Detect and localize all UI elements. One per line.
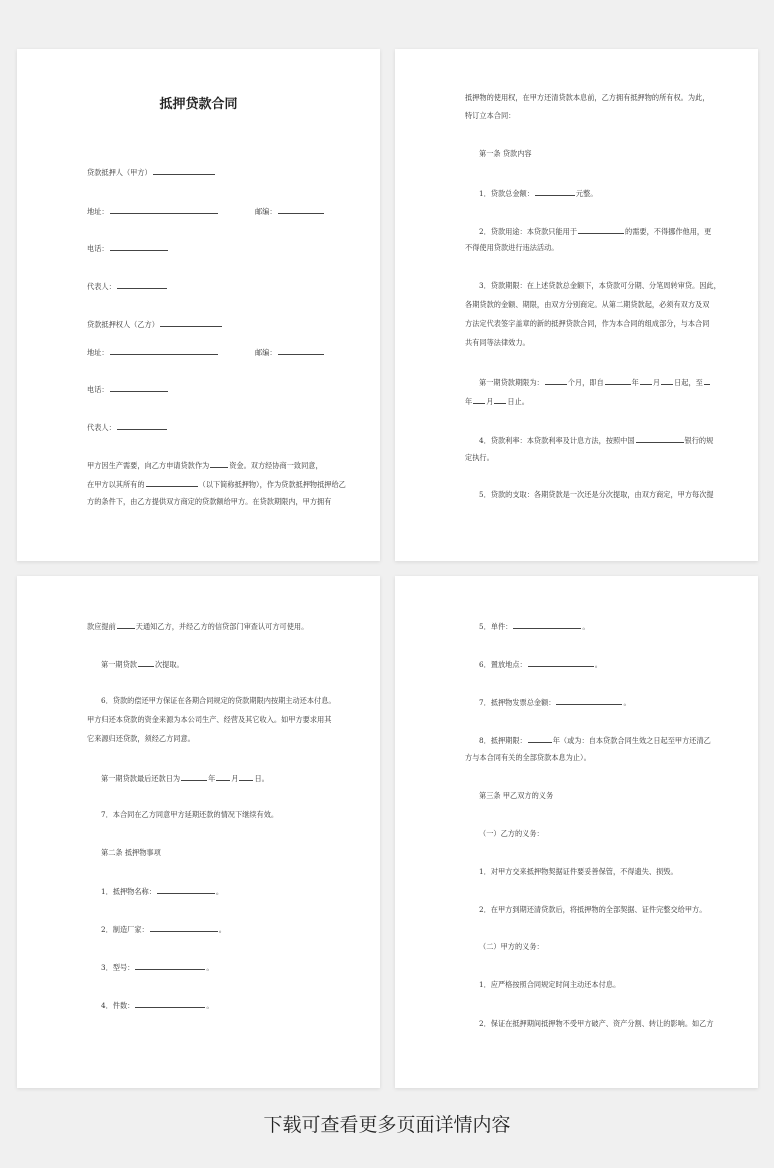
blank bbox=[117, 421, 167, 430]
text: 的需要，不得挪作他用，更 bbox=[625, 227, 712, 236]
text: 2．制造厂家： bbox=[101, 925, 149, 934]
text: 。 bbox=[623, 698, 631, 707]
clause-line bbox=[465, 434, 713, 446]
section-heading: （二）甲方的义务： bbox=[479, 942, 544, 951]
clause-line: 共有同等法律效力。 bbox=[465, 338, 530, 347]
clause-line bbox=[87, 658, 184, 670]
blank bbox=[545, 376, 567, 385]
download-caption: 下载可查看更多页面详情内容 bbox=[263, 1114, 511, 1136]
article-heading: 第三条 甲乙双方的义务 bbox=[479, 791, 554, 800]
address-line bbox=[87, 205, 219, 217]
text: 在甲方以其所有的 bbox=[87, 480, 145, 489]
blank bbox=[160, 318, 222, 327]
mortgagor-line bbox=[87, 166, 216, 178]
collateral-name-line bbox=[87, 885, 223, 897]
document-page-1 bbox=[17, 49, 380, 561]
clause-line: 甲方归还本贷款的资金来源为本公司生产、经营及其它收入。如甲方要求用其 bbox=[87, 715, 332, 724]
blank bbox=[661, 376, 673, 385]
text: 4．件数： bbox=[101, 1001, 135, 1010]
text: 1．抵押物名称： bbox=[101, 887, 156, 896]
postcode-line-2 bbox=[255, 346, 325, 358]
postcode-line bbox=[255, 205, 325, 217]
text: 第一期贷款 bbox=[101, 660, 137, 669]
text: 7．抵押物发票总金额： bbox=[479, 698, 556, 707]
clause-line bbox=[87, 620, 308, 632]
model-line bbox=[87, 961, 214, 973]
blank bbox=[181, 772, 207, 781]
address-label: 地址： bbox=[87, 348, 109, 357]
paragraph-line bbox=[87, 478, 346, 490]
blank bbox=[528, 658, 594, 667]
blank bbox=[150, 923, 218, 932]
text: 1．贷款总金额： bbox=[479, 189, 534, 198]
text: 日。 bbox=[254, 774, 269, 783]
section-heading: （一）乙方的义务： bbox=[479, 829, 544, 838]
paragraph-line: 抵押物的使用权，在甲方还清贷款本息前，乙方拥有抵押物的所有权。为此， bbox=[465, 93, 710, 102]
text: 月 bbox=[486, 397, 494, 406]
blank bbox=[494, 395, 506, 404]
blank bbox=[636, 434, 684, 443]
clause-line: 各期贷款的金额、期限，由双方分别商定。从第二期贷款起，必须有双方及双 bbox=[465, 300, 710, 309]
clause-line: 1．对甲方交来抵押物契据证件要妥善保管，不得遗失、损毁。 bbox=[479, 867, 678, 876]
paragraph-line: 方的条件下，由乙方提供双方商定的贷款额给甲方。在贷款期限内，甲方拥有 bbox=[87, 497, 332, 506]
address-label: 地址： bbox=[87, 207, 109, 216]
text: 5．单件： bbox=[479, 622, 513, 631]
text: 日止。 bbox=[507, 397, 529, 406]
quantity-line bbox=[87, 999, 214, 1011]
mortgagor-label: 贷款抵押人（甲方） bbox=[87, 168, 152, 177]
blank bbox=[117, 620, 135, 629]
text: 资金。双方经协商一致同意， bbox=[229, 461, 323, 470]
blank bbox=[278, 205, 324, 214]
clause-line: 方与本合同有关的全部贷款本息为止）。 bbox=[465, 753, 591, 762]
phone-label: 电话： bbox=[87, 385, 109, 394]
clause-line: 方法定代表签字盖章的新的抵押贷款合同，作为本合同的组成部分，与本合同 bbox=[465, 319, 710, 328]
document-page-4 bbox=[395, 576, 758, 1088]
representative-line bbox=[87, 280, 168, 292]
article-heading: 第二条 抵押物事项 bbox=[101, 848, 161, 857]
blank bbox=[110, 242, 168, 251]
text: 天通知乙方，并经乙方的信贷部门审查认可方可使用。 bbox=[135, 622, 309, 631]
blank bbox=[535, 187, 575, 196]
text: 。 bbox=[206, 1001, 214, 1010]
blank bbox=[216, 772, 230, 781]
text: 。 bbox=[215, 887, 224, 896]
paragraph-line bbox=[87, 459, 323, 471]
address-line-2 bbox=[87, 346, 219, 358]
postcode-label: 邮编： bbox=[255, 207, 277, 216]
text: 日起，至 bbox=[674, 378, 703, 387]
blank bbox=[239, 772, 253, 781]
clause-line: 定执行。 bbox=[465, 453, 494, 462]
clause-line: 2．在甲方到期还清贷款后，将抵押物的全部契据、证件完整交给甲方。 bbox=[479, 905, 707, 914]
text: 款应提前 bbox=[87, 622, 116, 631]
blank bbox=[138, 658, 154, 667]
text: 。 bbox=[582, 622, 590, 631]
postcode-label: 邮编： bbox=[255, 348, 277, 357]
blank bbox=[110, 205, 218, 214]
clause-line: 6．贷款的偿还甲方保证在各期合同规定的贷款期限内按期主动还本付息。 bbox=[101, 696, 336, 705]
blank bbox=[556, 696, 622, 705]
text: 年 bbox=[208, 774, 216, 783]
text: 。 bbox=[206, 963, 214, 972]
text: 甲方因生产需要，向乙方申请贷款作为 bbox=[87, 461, 210, 470]
text: 。 bbox=[594, 660, 602, 669]
phone-label: 电话： bbox=[87, 244, 109, 253]
blank bbox=[513, 620, 581, 629]
blank bbox=[117, 280, 167, 289]
clause-line: 5．贷款的支取：各期贷款是一次还是分次提取，由双方商定，甲方每次提 bbox=[479, 490, 714, 499]
blank bbox=[210, 459, 228, 468]
clause-line: 7．本合同在乙方同意甲方延期还款的情况下继续有效。 bbox=[101, 810, 279, 819]
mortgagee-line bbox=[87, 318, 223, 330]
representative-label: 代表人： bbox=[87, 282, 116, 291]
representative-label: 代表人： bbox=[87, 423, 116, 432]
clause-line: 它来源归还贷款，须经乙方同意。 bbox=[87, 734, 195, 743]
term-line bbox=[465, 395, 529, 407]
clause-line: 3．贷款期限：在上述贷款总金额下，本贷款可分期、分笔周转审贷。因此， bbox=[479, 281, 721, 290]
clause-line: 不得使用贷款进行违法活动。 bbox=[465, 243, 559, 252]
text: 次提取。 bbox=[154, 660, 184, 669]
blank bbox=[135, 999, 205, 1008]
blank bbox=[110, 383, 168, 392]
text: 3．型号： bbox=[101, 963, 135, 972]
text: 月 bbox=[652, 378, 661, 387]
text: 6．置放地点： bbox=[479, 660, 527, 669]
paragraph-line: 特订立本合同： bbox=[465, 111, 516, 120]
blank bbox=[473, 395, 485, 404]
blank bbox=[605, 376, 631, 385]
clause-line: 1．应严格按照合同规定时间主动还本付息。 bbox=[479, 980, 621, 989]
blank bbox=[157, 885, 215, 894]
representative-line-2 bbox=[87, 421, 168, 433]
manufacturer-line bbox=[87, 923, 226, 935]
blank bbox=[578, 225, 624, 234]
blank bbox=[640, 376, 652, 385]
invoice-total-line bbox=[465, 696, 631, 708]
text: 月 bbox=[231, 774, 239, 783]
text: 元整。 bbox=[575, 189, 598, 198]
text: 第一期贷款期限为： bbox=[479, 378, 544, 387]
clause-line: 2．保证在抵押期间抵押物不受甲方破产、资产分割、转让的影响。如乙方 bbox=[479, 1019, 714, 1028]
clause-line bbox=[465, 225, 711, 237]
blank bbox=[110, 346, 218, 355]
document-title: 抵押贷款合同 bbox=[159, 97, 238, 112]
text: 8．抵押期限： bbox=[479, 736, 527, 745]
blank bbox=[278, 346, 324, 355]
article-heading: 第一条 贷款内容 bbox=[479, 149, 532, 158]
text: 第一期贷款最后还款日为 bbox=[101, 774, 181, 783]
text: 年 bbox=[465, 397, 473, 406]
text: 年（或为：自本贷款合同生效之日起至甲方还清乙 bbox=[552, 736, 711, 745]
blank bbox=[146, 478, 198, 487]
text: 银行的规 bbox=[684, 436, 714, 445]
blank bbox=[135, 961, 205, 970]
document-page-2 bbox=[395, 49, 758, 561]
blank bbox=[153, 166, 215, 175]
text: 年 bbox=[631, 378, 639, 387]
location-line bbox=[465, 658, 602, 670]
blank bbox=[704, 376, 710, 385]
blank bbox=[528, 734, 552, 743]
phone-line bbox=[87, 242, 169, 254]
unit-line bbox=[465, 620, 590, 632]
text: 2．贷款用途：本贷款只能用于 bbox=[479, 227, 578, 236]
text: 个月，即自 bbox=[567, 378, 604, 387]
term-line bbox=[465, 376, 711, 388]
repayment-line bbox=[87, 772, 269, 784]
text: （以下简称抵押物），作为贷款抵押物抵押给乙 bbox=[198, 480, 346, 489]
text: 4．贷款利率：本贷款利率及计息方法，按照中国 bbox=[479, 436, 635, 445]
phone-line-2 bbox=[87, 383, 169, 395]
clause-line bbox=[465, 187, 597, 199]
mortgage-term-line bbox=[465, 734, 711, 746]
text: 。 bbox=[218, 925, 226, 934]
document-page-3 bbox=[17, 576, 380, 1088]
mortgagee-label: 贷款抵押权人（乙方） bbox=[87, 320, 159, 329]
